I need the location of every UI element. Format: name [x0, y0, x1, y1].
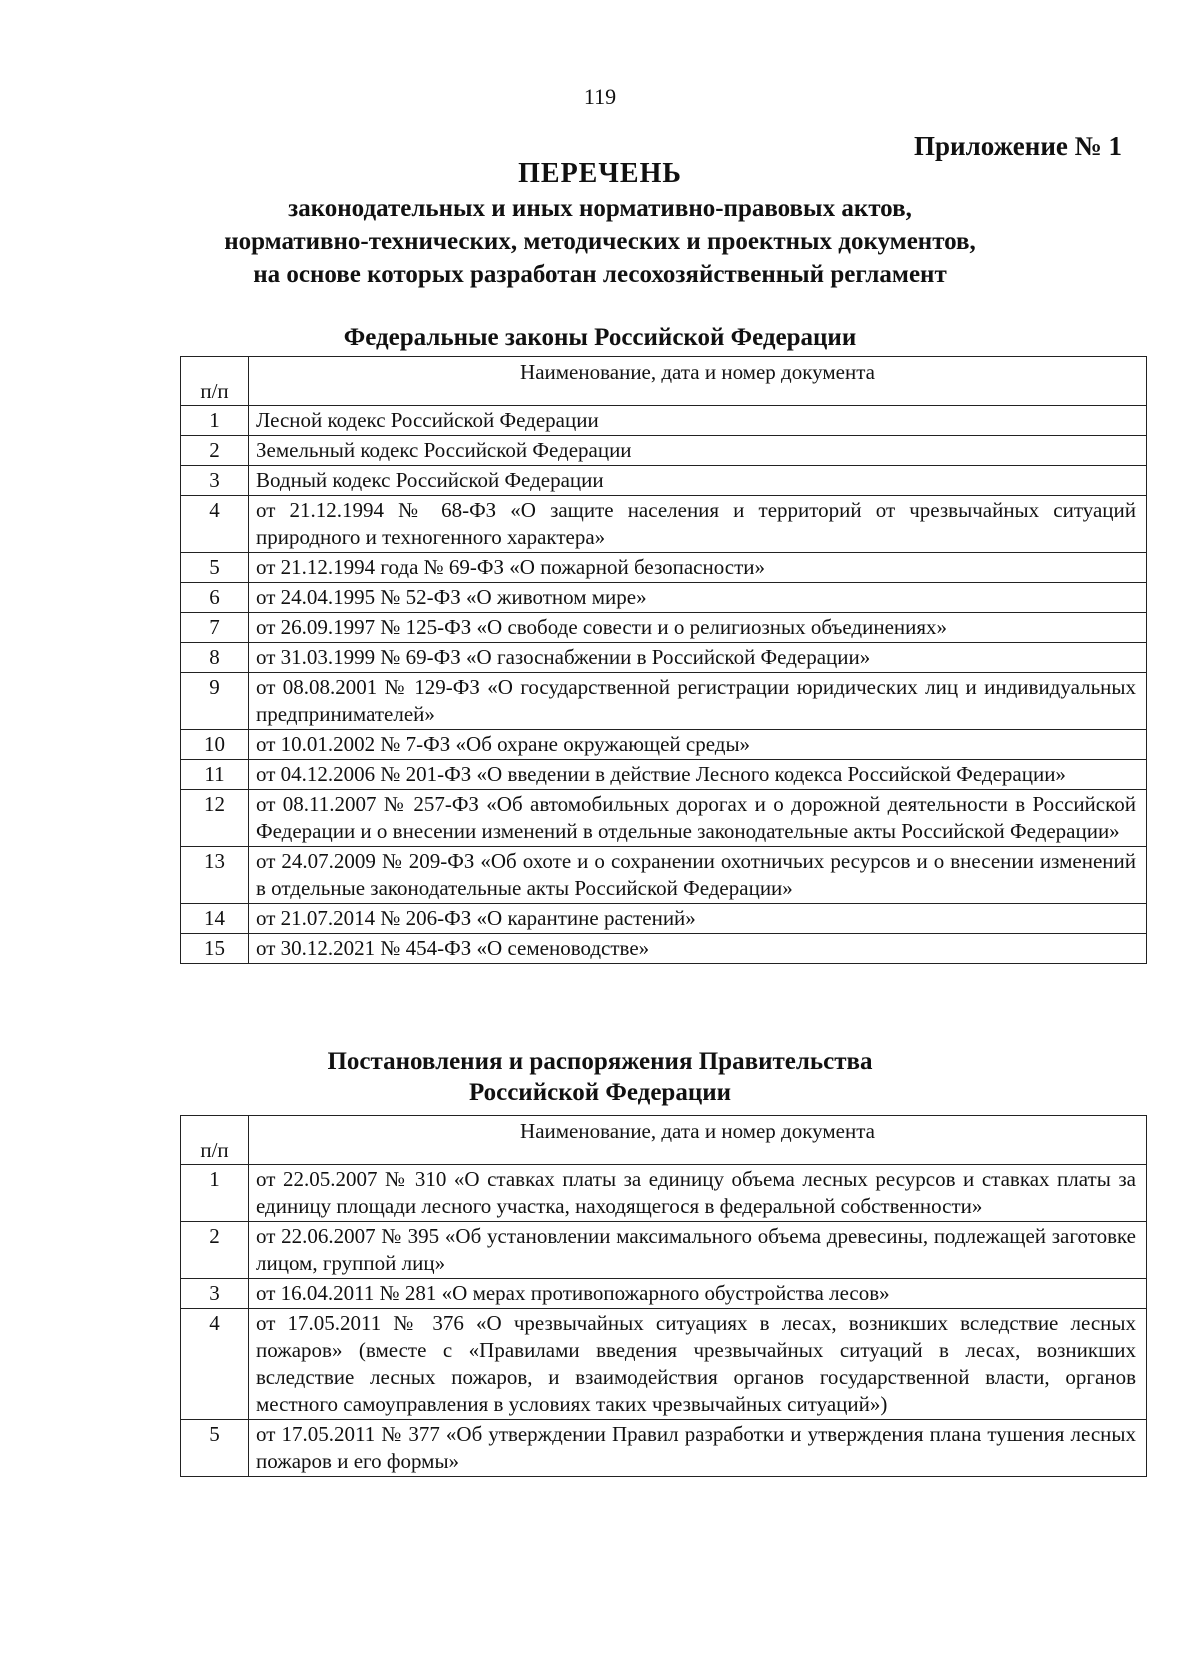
document-name: от 26.09.1997 № 125-ФЗ «О свободе совести и о религиозных объединениях»	[249, 613, 1147, 643]
document-name: от 21.12.1994 № 68-ФЗ «О защите населения и территорий от чрезвычайных ситуаций природного и техногенного характера»	[249, 496, 1147, 553]
column-header-name: Наименование, дата и номер документа	[249, 1116, 1147, 1165]
section-heading-line: Постановления и распоряжения Правительства	[327, 1048, 873, 1075]
column-header-name: Наименование, дата и номер документа	[249, 357, 1147, 406]
row-number: 14	[181, 904, 249, 934]
document-name: от 17.05.2011 № 377 «Об утверждении Правил разработки и утверждения плана тушения лесных пожаров и его формы»	[249, 1420, 1147, 1477]
document-name: от 08.11.2007 № 257-ФЗ «Об автомобильных дорогах и о дорожной деятельности в Российской Федерации и о внесении изменений в отдельные законодательные акты Российской Федерации»	[249, 790, 1147, 847]
document-name: от 17.05.2011 № 376 «О чрезвычайных ситуациях в лесах, возникших вследствие лесных пожаров» (вместе с «Правилами введения чрезвычайных ситуаций в лесах, возникших вследствие лесных пожаров, и взаимодействия органов государственной власти, органов местного самоуправления в условиях таких чрезвычайных ситуаций»)	[249, 1309, 1147, 1420]
government-decrees-table	[180, 1115, 1147, 1477]
document-name: от 04.12.2006 № 201-ФЗ «О введении в действие Лесного кодекса Российской Федерации»	[249, 760, 1147, 790]
table-header-row	[181, 357, 1147, 406]
table-row	[181, 1309, 1147, 1420]
table-row	[181, 643, 1147, 673]
table-row	[181, 406, 1147, 436]
document-name: от 24.07.2009 № 209-ФЗ «Об охоте и о сохранении охотничьих ресурсов и о внесении изменений в отдельные законодательные акты Российской Федерации»	[249, 847, 1147, 904]
subtitle-line: нормативно-технических, методических и проектных документов,	[224, 228, 976, 255]
table-row	[181, 1165, 1147, 1222]
document-title: ПЕРЕЧЕНЬ	[518, 158, 682, 189]
document-name: от 31.03.1999 № 69-ФЗ «О газоснабжении в Российской Федерации»	[249, 643, 1147, 673]
document-name: от 08.08.2001 № 129-ФЗ «О государственной регистрации юридических лиц и индивидуальных предпринимателей»	[249, 673, 1147, 730]
row-number: 6	[181, 583, 249, 613]
document-name: Лесной кодекс Российской Федерации	[249, 406, 1147, 436]
row-number: 7	[181, 613, 249, 643]
table-row	[181, 466, 1147, 496]
row-number: 2	[181, 1222, 249, 1279]
section-heading-line: Российской Федерации	[468, 1079, 732, 1106]
federal-laws-table	[180, 356, 1147, 964]
section-heading-line: Федеральные законы Российской Федерации	[343, 324, 857, 351]
row-number: 11	[181, 760, 249, 790]
table-row	[181, 613, 1147, 643]
document-name: от 24.04.1995 № 52-ФЗ «О животном мире»	[249, 583, 1147, 613]
row-number: 8	[181, 643, 249, 673]
table-row	[181, 730, 1147, 760]
table-header-row	[181, 1116, 1147, 1165]
subtitle-line: на основе которых разработан лесохозяйственный регламент	[253, 261, 947, 288]
row-number: 5	[181, 553, 249, 583]
column-header-number: п/п	[181, 357, 249, 406]
document-name: от 10.01.2002 № 7-ФЗ «Об охране окружающей среды»	[249, 730, 1147, 760]
document-name: Водный кодекс Российской Федерации	[249, 466, 1147, 496]
document-name: от 16.04.2011 № 281 «О мерах противопожарного обустройства лесов»	[249, 1279, 1147, 1309]
row-number: 9	[181, 673, 249, 730]
document-name: от 30.12.2021 № 454-ФЗ «О семеноводстве»	[249, 934, 1147, 964]
document-name: от 21.12.1994 года № 69-ФЗ «О пожарной безопасности»	[249, 553, 1147, 583]
table-row	[181, 436, 1147, 466]
subtitle-line: законодательных и иных нормативно-правовых актов,	[288, 195, 912, 222]
column-header-number: п/п	[181, 1116, 249, 1165]
document-subtitle	[0, 192, 1200, 291]
page-number: 119	[583, 84, 617, 109]
table-row	[181, 847, 1147, 904]
row-number: 3	[181, 1279, 249, 1309]
row-number: 10	[181, 730, 249, 760]
table-row	[181, 553, 1147, 583]
table-row	[181, 934, 1147, 964]
table-row	[181, 1420, 1147, 1477]
row-number: 4	[181, 1309, 249, 1420]
document-name: от 22.05.2007 № 310 «О ставках платы за единицу объема лесных ресурсов и ставках платы за единицу площади лесного участка, находящегося в федеральной собственности»	[249, 1165, 1147, 1222]
row-number: 5	[181, 1420, 249, 1477]
row-number: 12	[181, 790, 249, 847]
section-heading-government-decrees	[0, 1046, 1200, 1108]
table-row	[181, 1222, 1147, 1279]
table-row	[181, 1279, 1147, 1309]
appendix-label: Приложение № 1	[914, 131, 1122, 161]
section-heading-federal-laws	[0, 322, 1200, 353]
table-row	[181, 904, 1147, 934]
row-number: 2	[181, 436, 249, 466]
row-number: 13	[181, 847, 249, 904]
table-row	[181, 673, 1147, 730]
row-number: 1	[181, 406, 249, 436]
document-name: Земельный кодекс Российской Федерации	[249, 436, 1147, 466]
table-row	[181, 760, 1147, 790]
document-name: от 22.06.2007 № 395 «Об установлении максимального объема древесины, подлежащей заготовке лицом, группой лиц»	[249, 1222, 1147, 1279]
table-row	[181, 496, 1147, 553]
row-number: 15	[181, 934, 249, 964]
row-number: 1	[181, 1165, 249, 1222]
table-row	[181, 583, 1147, 613]
document-name: от 21.07.2014 № 206-ФЗ «О карантине растений»	[249, 904, 1147, 934]
row-number: 3	[181, 466, 249, 496]
table-row	[181, 790, 1147, 847]
row-number: 4	[181, 496, 249, 553]
